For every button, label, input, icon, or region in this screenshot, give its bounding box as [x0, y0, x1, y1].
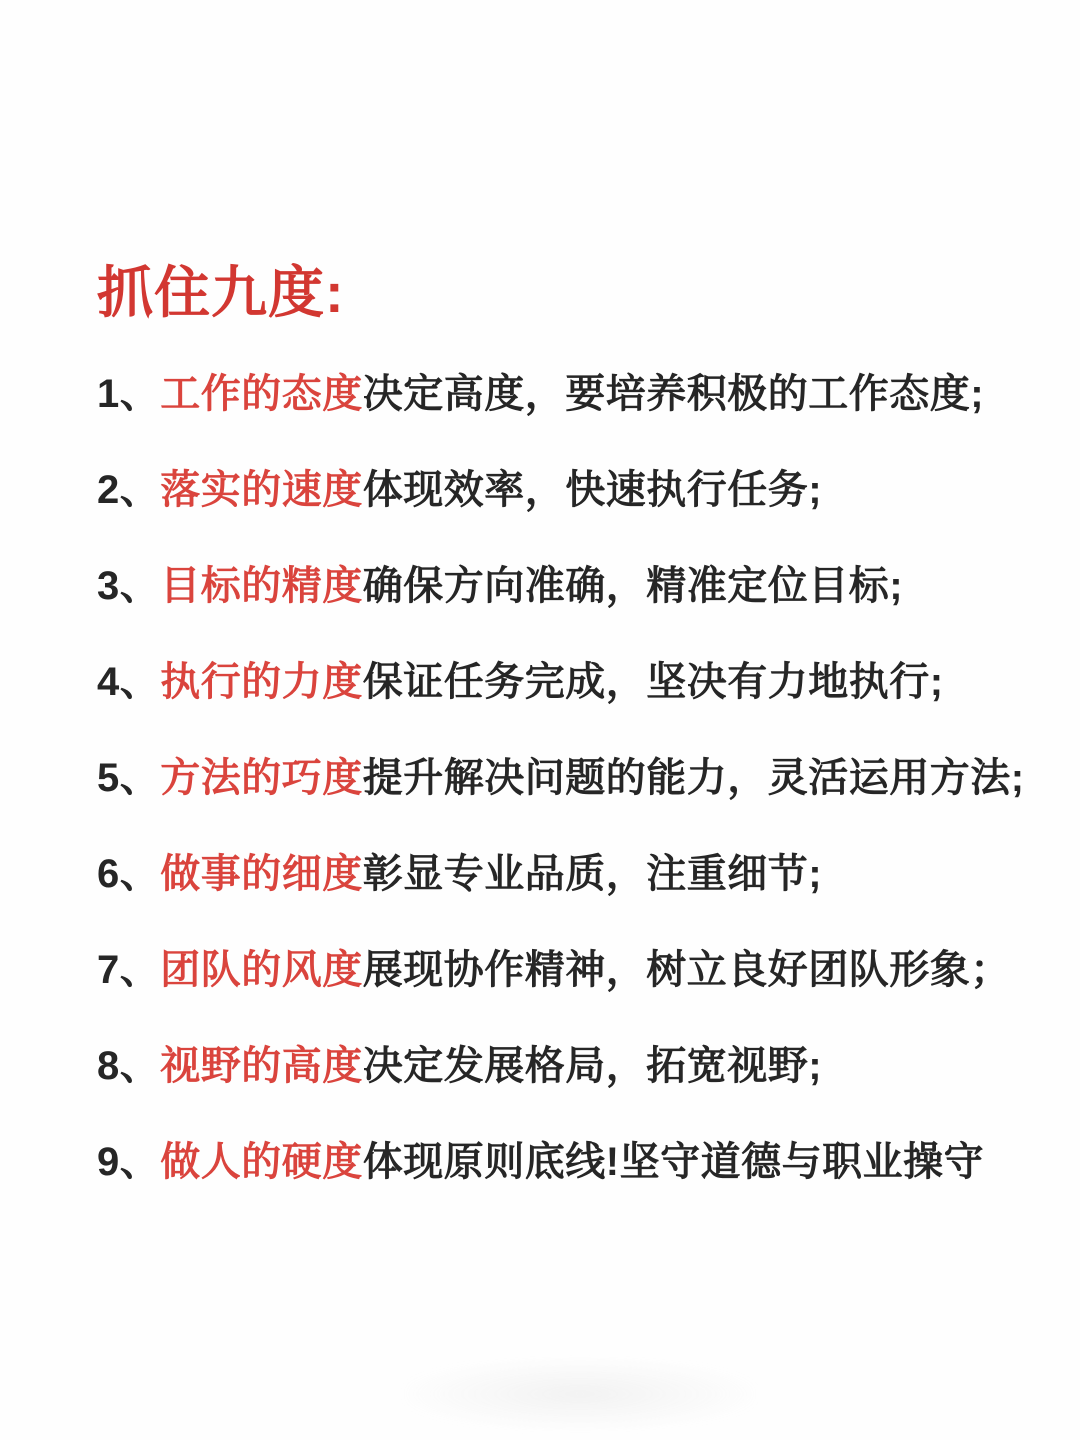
item-number: 6、 — [97, 852, 161, 896]
item-number: 3、 — [97, 564, 161, 608]
list-item — [97, 850, 1080, 898]
item-text: 确保方向准确，精准定位目标; — [362, 564, 904, 608]
nine-degrees-list — [97, 370, 1080, 1186]
item-highlight: 做事的细度 — [160, 852, 363, 896]
item-text: 体现效率，快速执行任务; — [362, 468, 823, 512]
item-text: 彰显专业品质，注重细节; — [362, 852, 823, 896]
page-title: 抓住九度: — [97, 261, 345, 324]
item-number: 8、 — [97, 1044, 161, 1088]
item-number: 5、 — [97, 756, 161, 800]
item-highlight: 团队的风度 — [160, 948, 363, 992]
list-item — [97, 754, 1080, 802]
item-text: 保证任务完成，坚决有力地执行; — [362, 660, 944, 704]
list-item — [97, 370, 1080, 418]
item-text: 提升解决问题的能力，灵活运用方法; — [362, 756, 1025, 800]
item-highlight: 执行的力度 — [160, 660, 363, 704]
item-number: 7、 — [97, 948, 161, 992]
item-highlight: 方法的巧度 — [160, 756, 363, 800]
item-highlight: 目标的精度 — [160, 564, 363, 608]
item-text: 展现协作精神，树立良好团队形象； — [362, 948, 1011, 992]
list-item — [97, 466, 1080, 514]
list-item — [97, 658, 1080, 706]
item-highlight: 视野的高度 — [160, 1044, 363, 1088]
item-text: 决定发展格局，拓宽视野; — [362, 1044, 823, 1088]
item-number: 2、 — [97, 468, 161, 512]
list-item — [97, 946, 1080, 994]
item-number: 9、 — [97, 1140, 161, 1184]
item-highlight: 做人的硬度 — [160, 1140, 363, 1184]
faint-watermark — [405, 1358, 755, 1430]
item-number: 1、 — [97, 372, 161, 416]
item-text: 体现原则底线!坚守道德与职业操守 — [362, 1140, 985, 1184]
item-highlight: 工作的态度 — [160, 372, 363, 416]
item-text: 决定高度，要培养积极的工作态度; — [362, 372, 985, 416]
list-item — [97, 562, 1080, 610]
list-item — [97, 1138, 1080, 1186]
list-item — [97, 1042, 1080, 1090]
item-highlight: 落实的速度 — [160, 468, 363, 512]
item-number: 4、 — [97, 660, 161, 704]
